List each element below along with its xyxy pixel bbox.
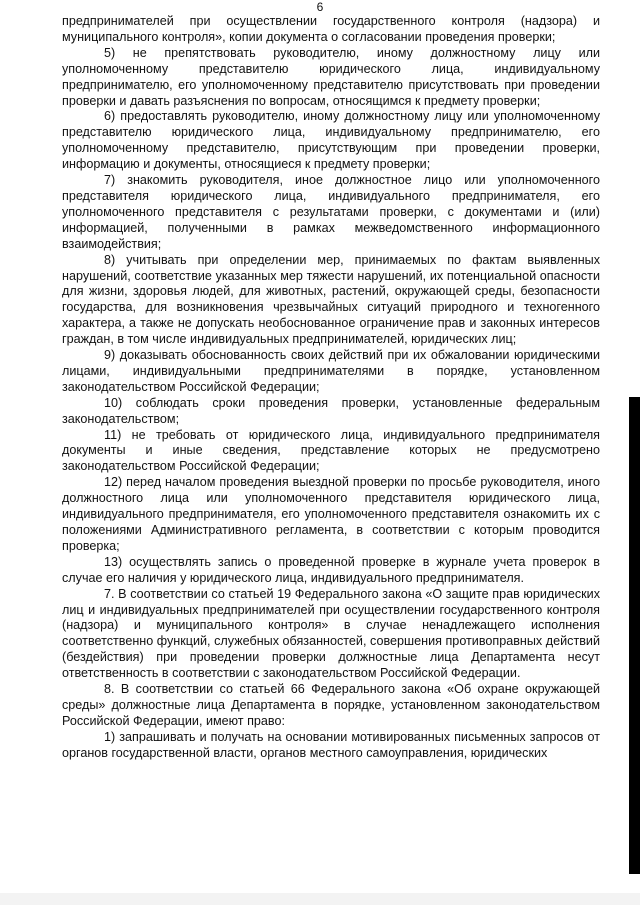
scan-bottom-edge — [0, 893, 640, 905]
page-number: 6 — [316, 0, 324, 14]
paragraph-continuation: предпринимателей при осуществлении государственного контроля (надзора) и муниципального контроля», копии документа о согласовании проведения проверки; — [62, 14, 600, 44]
paragraph-item-12: 12) перед началом проведения выездной проверки по просьбе руководителя, иного должностного лица или уполномоченного представителя юридического лица, индивидуального предпринимателя, его уполномоченного представителя ознакомить их с положениями Административного регламента, в соответствии с которым проводится проверка; — [62, 475, 600, 553]
paragraph-section-7: 7. В соответствии со статьей 19 Федерального закона «О защите прав юридических лиц и индивидуальных предпринимателей при осуществлении государственного контроля (надзора) и муниципального контроля» в случае ненадлежащего исполнения соответственно функций, служебных обязанностей, совершения противоправных действий (бездействия) при проведении проверки должностные лица Департамента несут ответственность в соответствии с законодательством Российской Федерации. — [62, 586, 600, 681]
paragraph-item-6: 6) предоставлять руководителю, иному должностному лицу или уполномоченному представителю юридического лица, индивидуальному предпринимателю, его уполномоченному представителю, присутствующим при проведении проверки, информацию и документы, относящиеся к предмету проверки; — [62, 109, 600, 172]
scan-edge-shadow — [629, 397, 640, 874]
paragraph-item-11: 11) не требовать от юридического лица, индивидуального предпринимателя документы и иные сведения, представление которых не предусмотрено законодательством Российской Федерации; — [62, 427, 600, 474]
document-body — [62, 14, 600, 762]
paragraph-item-13: 13) осуществлять запись о проведенной проверке в журнале учета проверок в случае его наличия у юридического лица, индивидуального предпринимателя. — [62, 554, 600, 585]
paragraph-section-8: 8. В соответствии со статьей 66 Федерального закона «Об охране окружающей среды» должностные лица Департамента в порядке, установленном законодательством Российской Федерации, имеют право: — [62, 682, 600, 728]
paragraph-item-5: 5) не препятствовать руководителю, иному должностному лицу или уполномоченному представителю юридического лица, индивидуальному предпринимателю, его уполномоченному представителю присутствовать при проведении проверки и давать разъяснения по вопросам, относящимся к предмету проверки; — [62, 45, 600, 108]
paragraph-item-9: 9) доказывать обоснованность своих действий при их обжаловании юридическими лицами, индивидуальными предпринимателями в порядке, установленном законодательством Российской Федерации; — [62, 348, 600, 394]
paragraph-item-7: 7) знакомить руководителя, иное должностное лицо или уполномоченного представителя юридического лица, индивидуального предпринимателя, его уполномоченного представителя с результатами проверки, с документами и (или) информацией, полученными в рамках межведомственного информационного взаимодействия; — [62, 173, 600, 251]
paragraph-section-8-item-1: 1) запрашивать и получать на основании мотивированных письменных запросов от органов государственной власти, органов местного самоуправления, юридических — [62, 729, 600, 760]
paragraph-item-8: 8) учитывать при определении мер, принимаемых по фактам выявленных нарушений, соответствие указанных мер тяжести нарушений, их потенциальной опасности для жизни, здоровья людей, для животных, растений, окружающей среды, безопасности государства, для возникновения чрезвычайных ситуаций природного и техногенного характера, а также не допускать необоснованное ограничение прав и законных интересов граждан, в том числе индивидуальных предпринимателей, юридических лиц; — [62, 252, 600, 347]
paragraph-item-10: 10) соблюдать сроки проведения проверки, установленные федеральным законодательством; — [62, 395, 600, 426]
